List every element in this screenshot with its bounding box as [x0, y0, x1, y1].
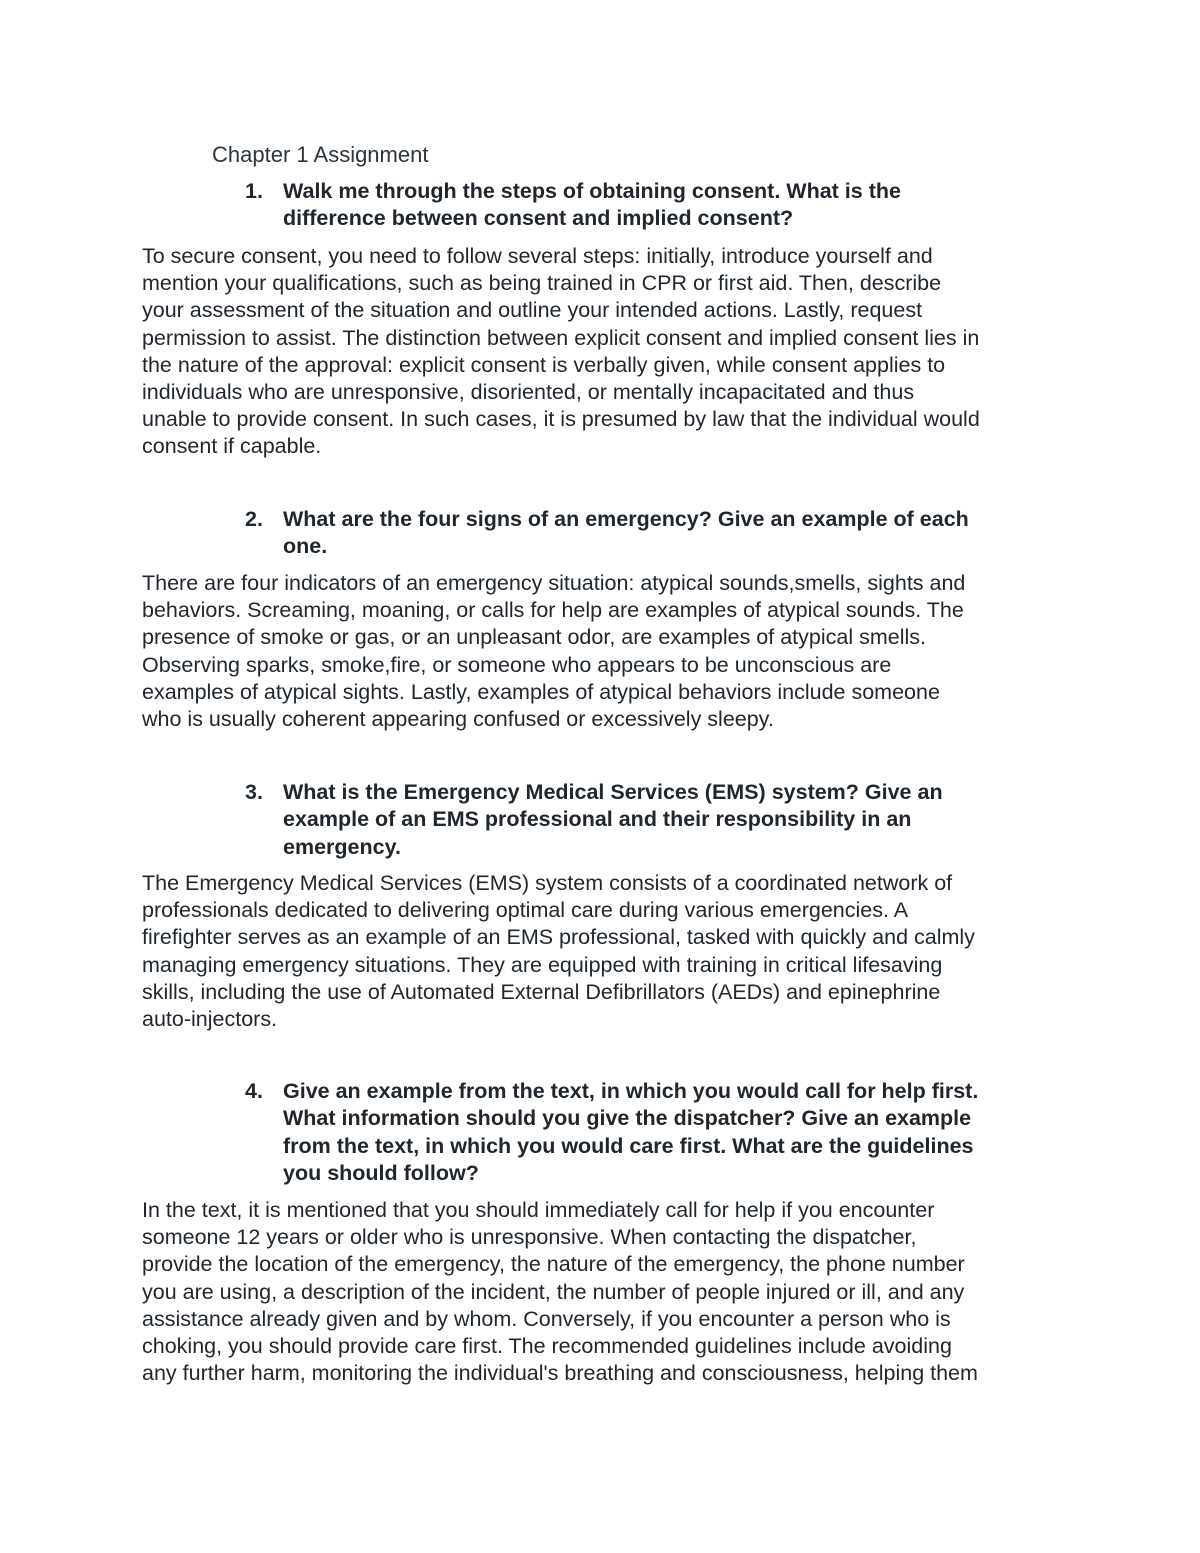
question-text	[283, 178, 1065, 233]
question-line: What information should you give the dispatcher? Give an example	[283, 1106, 972, 1131]
answer-line: presence of smoke or gas, or an unpleasant odor, are examples of atypical smells.	[142, 625, 926, 650]
answer-line: permission to assist. The distinction between explicit consent and implied consent lies in	[142, 325, 980, 350]
answer-line: individuals who are unresponsive, disoriented, or mentally incapacitated and thus	[142, 380, 915, 405]
answer-line: unable to provide consent. In such cases, it is presumed by law that the individual would	[142, 407, 980, 432]
answer-line: skills, including the use of Automated External Defibrillators (AEDs) and epinephrine	[142, 979, 941, 1004]
question-line: example of an EMS professional and their responsibility in an	[283, 807, 912, 832]
answer-line: consent if capable.	[142, 434, 322, 459]
question-line: What is the Emergency Medical Services (EMS) system? Give an	[283, 780, 943, 804]
question-number: 3.	[245, 780, 263, 804]
answer-line: auto-injectors.	[142, 1007, 278, 1032]
question-text	[283, 779, 1065, 861]
answer-line: choking, you should provide care first. The recommended guidelines include avoiding	[142, 1334, 952, 1359]
question-line: Walk me through the steps of obtaining consent. What is the	[283, 179, 901, 203]
question-line: you should follow?	[283, 1161, 479, 1186]
answer-line: any further harm, monitoring the individual's breathing and consciousness, helping them	[142, 1361, 978, 1386]
document-title: Chapter 1 Assignment	[212, 142, 429, 167]
question-number: 1.	[245, 179, 263, 203]
question-1	[245, 178, 1065, 233]
question-text	[283, 506, 1065, 561]
question-line: difference between consent and implied consent?	[283, 206, 794, 231]
answer-line: examples of atypical sights. Lastly, examples of atypical behaviors include someone	[142, 679, 940, 704]
answer-line: someone 12 years or older who is unresponsive. When contacting the dispatcher,	[142, 1225, 917, 1250]
answer-2	[142, 570, 1082, 733]
answer-line: assistance already given and by whom. Conversely, if you encounter a person who is	[142, 1306, 951, 1331]
answer-line: managing emergency situations. They are equipped with training in critical lifesaving	[142, 952, 943, 977]
answer-line: To secure consent, you need to follow several steps: initially, introduce yourself and	[142, 244, 933, 268]
answer-line: The Emergency Medical Services (EMS) system consists of a coordinated network of	[142, 871, 953, 895]
answer-line: professionals dedicated to delivering optimal care during various emergencies. A	[142, 898, 909, 923]
answer-4	[142, 1197, 1082, 1387]
answer-line: firefighter serves as an example of an EMS professional, tasked with quickly and calmly	[142, 925, 975, 950]
answer-line: your assessment of the situation and outline your intended actions. Lastly, request	[142, 298, 923, 323]
question-line: emergency.	[283, 834, 401, 859]
answer-1	[142, 243, 1082, 461]
answer-line: There are four indicators of an emergency situation: atypical sounds,smells, sights and	[142, 571, 966, 595]
answer-line: Observing sparks, smoke,fire, or someone who appears to be unconscious are	[142, 652, 892, 677]
question-line: one.	[283, 534, 328, 559]
question-number: 4.	[245, 1079, 263, 1103]
question-line: from the text, in which you would care first. What are the guidelines	[283, 1133, 974, 1158]
question-text	[283, 1078, 1065, 1188]
answer-line: the nature of the approval: explicit consent is verbally given, while consent applies to	[142, 352, 946, 377]
answer-line: mention your qualifications, such as being trained in CPR or first aid. Then, describe	[142, 271, 942, 296]
question-line: Give an example from the text, in which you would call for help first.	[283, 1079, 979, 1103]
question-line: What are the four signs of an emergency? Give an example of each	[283, 507, 969, 531]
answer-line: who is usually coherent appearing confused or excessively sleepy.	[142, 707, 774, 732]
question-3	[245, 779, 1065, 861]
answer-3	[142, 870, 1082, 1033]
question-number: 2.	[245, 507, 263, 531]
answer-line: you are using, a description of the incident, the number of people injured or ill, and any	[142, 1279, 965, 1304]
question-2	[245, 506, 1065, 561]
answer-line: In the text, it is mentioned that you should immediately call for help if you encounter	[142, 1198, 935, 1222]
answer-line: provide the location of the emergency, the nature of the emergency, the phone number	[142, 1252, 965, 1277]
answer-line: behaviors. Screaming, moaning, or calls for help are examples of atypical sounds. The	[142, 598, 964, 623]
question-4	[245, 1078, 1065, 1188]
